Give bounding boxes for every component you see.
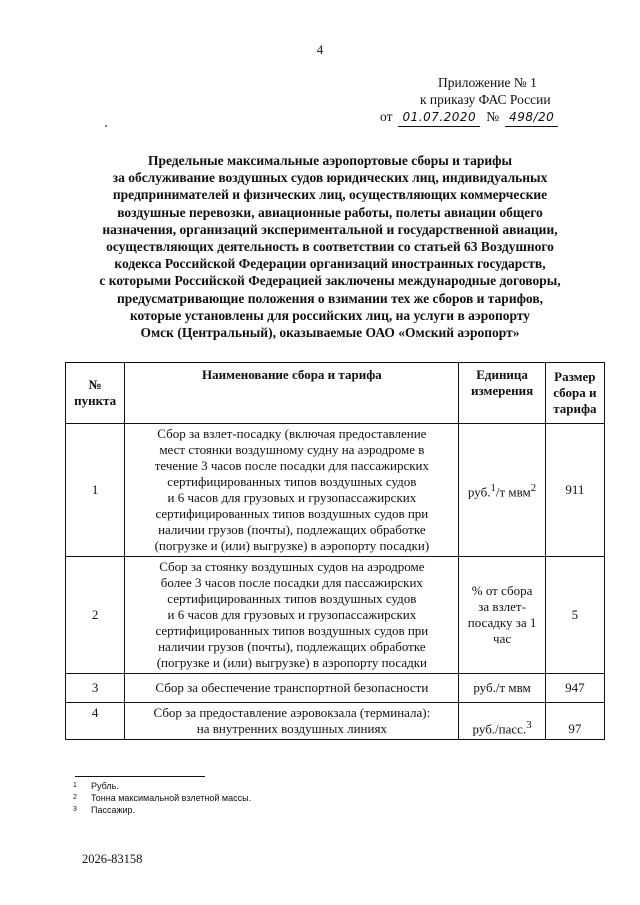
row-number: 4 bbox=[66, 703, 125, 740]
title-line: назначения, организаций экспериментальной и государственной авиации, bbox=[102, 221, 558, 237]
document-title bbox=[70, 152, 590, 341]
header-item-number: № пункта bbox=[66, 363, 125, 424]
title-line: предпринимателей и физических лиц, осуществляющих коммерческие bbox=[112, 187, 548, 203]
row-number: 2 bbox=[66, 557, 125, 674]
title-line: предусматривающие положения о взимании тех же сборов и тарифов, bbox=[116, 290, 544, 306]
header-unit: Единица измерения bbox=[459, 363, 545, 424]
row-number: 1 bbox=[66, 424, 125, 557]
title-line: кодекса Российской Федерации организаций иностранных государств, bbox=[114, 256, 546, 272]
fee-description: Сбор за обеспечение транспортной безопасности bbox=[125, 674, 459, 703]
fee-description: Сбор за стоянку воздушных судов на аэродроме более 3 часов после посадки для пассажирских сертифицированных типов воздушных судов и 6 часов для грузовых и грузопассажирских сертифицированных типов воздушных судов при наличии грузов (почты), подлежащих обработке (погрузке и (или) выгрузке) в аэропорту посадки bbox=[125, 557, 459, 674]
appendix-title: Приложение № 1 bbox=[438, 75, 537, 90]
fee-value: 97 bbox=[545, 703, 604, 740]
table-row bbox=[66, 557, 605, 674]
fee-value: 911 bbox=[545, 424, 604, 557]
title-line: за обслуживание воздушных судов юридических лиц, индивидуальных bbox=[112, 170, 548, 186]
table-cut bbox=[60, 768, 610, 776]
header-fee-name: Наименование сбора и тарифа bbox=[125, 363, 459, 424]
fee-unit: руб./т мвм bbox=[459, 674, 545, 703]
number-prefix: № bbox=[486, 109, 500, 124]
fee-unit: % от сбора за взлет- посадку за 1 час bbox=[459, 557, 545, 674]
page-number: 4 bbox=[316, 42, 324, 57]
handwritten-date: 01.07.2020 bbox=[398, 109, 480, 127]
fee-value: 5 bbox=[545, 557, 604, 674]
scan-speck bbox=[105, 125, 107, 127]
row-number: 3 bbox=[66, 674, 125, 703]
handwritten-number: 498/20 bbox=[505, 109, 558, 127]
table-row bbox=[66, 674, 605, 703]
fee-value: 947 bbox=[545, 674, 604, 703]
document-code: 2026-83158 bbox=[82, 852, 143, 866]
title-line: осуществляющих деятельность в соответствии со статьей 63 Воздушного bbox=[106, 239, 554, 255]
fee-description: Сбор за предоставление аэровокзала (терминала): на внутренних воздушных линиях bbox=[125, 703, 459, 740]
footnote-separator bbox=[75, 776, 205, 777]
footnote: 2 Тонна максимальной взлетной массы. bbox=[73, 793, 252, 803]
title-line: с которыми Российской Федерацией заключены международные договоры, bbox=[99, 273, 561, 289]
title-line: воздушные перевозки, авиационные работы, полеты авиации общего bbox=[117, 204, 543, 220]
fee-unit: руб./пасс.$^3$ bbox=[459, 703, 545, 740]
header-fee-size: Размер сбора и тарифа bbox=[545, 363, 604, 424]
footnotes bbox=[73, 780, 251, 816]
appendix-order-ref: к приказу ФАС России bbox=[420, 92, 551, 107]
footnote: 3 Пассажир. bbox=[73, 805, 136, 815]
table-row bbox=[66, 703, 605, 740]
table-row bbox=[66, 424, 605, 557]
fee-description: Сбор за взлет-посадку (включая предоставление мест стоянки воздушному судну на аэродроме в течение 3 часов после посадки для пассажирских сертифицированных типов воздушных судов и 6 часов для грузовых и грузопассажирских сертифицированных типов воздушных судов при наличии грузов (почты), подлежащих обработке (погрузке и (или) выгрузке) в аэропорту посадки) bbox=[125, 424, 459, 557]
appendix-date-number bbox=[380, 108, 600, 127]
title-line: Омск (Центральный), оказываемые ОАО «Омский аэропорт» bbox=[140, 325, 520, 341]
date-prefix: от bbox=[380, 109, 393, 124]
title-line: которые установлены для российских лиц, на услуги в аэропорту bbox=[129, 307, 531, 323]
footnote: 1 Рубль. bbox=[73, 781, 119, 791]
fee-unit: руб.$^1$/т мвм$^2$ bbox=[459, 424, 545, 557]
fees-table bbox=[65, 362, 605, 740]
table-header-row bbox=[66, 363, 605, 424]
title-line: Предельные максимальные аэропортовые сборы и тарифы bbox=[147, 153, 512, 168]
appendix-header bbox=[380, 74, 600, 127]
